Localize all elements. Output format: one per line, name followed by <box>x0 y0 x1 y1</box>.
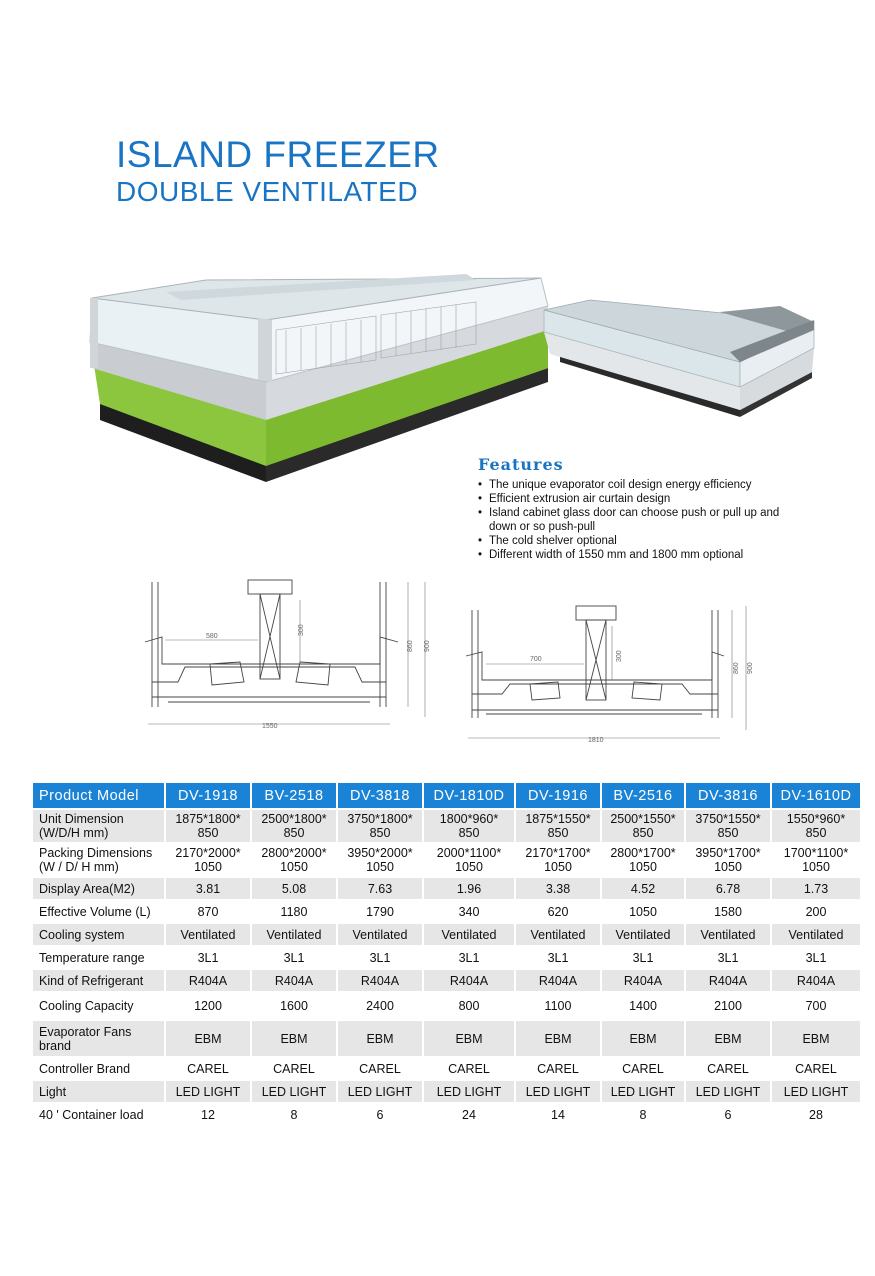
table-cell: CAREL <box>602 1056 686 1079</box>
table-cell: 870 <box>166 899 252 922</box>
features-section <box>476 455 796 562</box>
table-cell: LED LIGHT <box>686 1079 772 1102</box>
table-cell: 8 <box>602 1102 686 1125</box>
table-row <box>33 1019 862 1056</box>
row-label: Controller Brand <box>33 1056 166 1079</box>
table-row <box>33 1079 862 1102</box>
grey-freezer-image <box>540 292 820 422</box>
table-cell: 1180 <box>252 899 338 922</box>
table-row <box>33 1056 862 1079</box>
table-cell: 14 <box>516 1102 602 1125</box>
table-cell: 2800*2000* 1050 <box>252 842 338 876</box>
table-cell: Ventilated <box>252 922 338 945</box>
table-cell: 3950*1700* 1050 <box>686 842 772 876</box>
table-cell: 5.08 <box>252 876 338 899</box>
table-cell: LED LIGHT <box>516 1079 602 1102</box>
table-cell: 4.52 <box>602 876 686 899</box>
table-cell: 1050 <box>602 899 686 922</box>
row-label: Kind of Refrigerant <box>33 968 166 991</box>
table-cell: 3L1 <box>772 945 862 968</box>
table-cell: 8 <box>252 1102 338 1125</box>
table-cell: EBM <box>772 1019 862 1056</box>
table-cell: Ventilated <box>686 922 772 945</box>
table-cell: 12 <box>166 1102 252 1125</box>
table-cell: 1100 <box>516 991 602 1019</box>
row-label: Effective Volume (L) <box>33 899 166 922</box>
column-header: Product Model <box>33 783 166 808</box>
table-cell: LED LIGHT <box>338 1079 424 1102</box>
dim-300: 300 <box>298 624 305 636</box>
column-header: DV-3816 <box>686 783 772 808</box>
table-cell: 2170*2000* 1050 <box>166 842 252 876</box>
column-header: DV-1916 <box>516 783 602 808</box>
table-cell: CAREL <box>424 1056 516 1079</box>
table-cell: 2170*1700* 1050 <box>516 842 602 876</box>
table-cell: R404A <box>772 968 862 991</box>
row-label: Cooling system <box>33 922 166 945</box>
table-cell: EBM <box>424 1019 516 1056</box>
row-label: Cooling Capacity <box>33 991 166 1019</box>
table-cell: R404A <box>602 968 686 991</box>
table-cell: 1700*1100* 1050 <box>772 842 862 876</box>
table-cell: CAREL <box>516 1056 602 1079</box>
table-cell: EBM <box>516 1019 602 1056</box>
column-header: DV-1918 <box>166 783 252 808</box>
table-cell: CAREL <box>338 1056 424 1079</box>
table-cell: EBM <box>602 1019 686 1056</box>
table-cell: 3.38 <box>516 876 602 899</box>
table-cell: Ventilated <box>602 922 686 945</box>
table-cell: EBM <box>166 1019 252 1056</box>
table-cell: 3950*2000* 1050 <box>338 842 424 876</box>
table-cell: LED LIGHT <box>772 1079 862 1102</box>
row-label: Evaporator Fans brand <box>33 1019 166 1056</box>
table-cell: LED LIGHT <box>166 1079 252 1102</box>
table-cell: 1200 <box>166 991 252 1019</box>
feature-item: • Efficient extrusion air curtain design <box>476 492 796 506</box>
table-cell: EBM <box>338 1019 424 1056</box>
table-cell: 200 <box>772 899 862 922</box>
table-cell: LED LIGHT <box>252 1079 338 1102</box>
table-cell: 340 <box>424 899 516 922</box>
table-cell: 28 <box>772 1102 862 1125</box>
table-cell: 24 <box>424 1102 516 1125</box>
table-cell: 700 <box>772 991 862 1019</box>
table-cell: 6 <box>686 1102 772 1125</box>
table-cell: 2800*1700* 1050 <box>602 842 686 876</box>
table-cell: Ventilated <box>516 922 602 945</box>
column-header: DV-3818 <box>338 783 424 808</box>
dim-860: 860 <box>733 662 740 674</box>
table-cell: 1.73 <box>772 876 862 899</box>
table-cell: 2400 <box>338 991 424 1019</box>
features-heading: Features <box>478 455 564 474</box>
dim-900: 900 <box>747 662 754 674</box>
table-cell: 2500*1550* 850 <box>602 808 686 842</box>
table-cell: 2500*1800* 850 <box>252 808 338 842</box>
table-cell: Ventilated <box>424 922 516 945</box>
table-cell: EBM <box>252 1019 338 1056</box>
table-cell: Ventilated <box>166 922 252 945</box>
table-cell: 1600 <box>252 991 338 1019</box>
table-cell: 3L1 <box>166 945 252 968</box>
table-cell: 3750*1550* 850 <box>686 808 772 842</box>
row-label: Unit Dimension (W/D/H mm) <box>33 808 166 842</box>
table-cell: 1580 <box>686 899 772 922</box>
table-body <box>33 808 862 1125</box>
dim-300: 300 <box>616 650 623 662</box>
table-cell: 3L1 <box>424 945 516 968</box>
table-cell: 1400 <box>602 991 686 1019</box>
spec-table <box>33 783 862 1125</box>
column-header: BV-2518 <box>252 783 338 808</box>
table-row <box>33 1102 862 1125</box>
table-row <box>33 968 862 991</box>
table-cell: 3L1 <box>686 945 772 968</box>
table-cell: 6.78 <box>686 876 772 899</box>
row-label: Display Area(M2) <box>33 876 166 899</box>
table-cell: 1.96 <box>424 876 516 899</box>
row-label: Light <box>33 1079 166 1102</box>
dim-900: 900 <box>424 640 431 652</box>
row-label: 40 ' Container load <box>33 1102 166 1125</box>
table-cell: EBM <box>686 1019 772 1056</box>
table-cell: 3.81 <box>166 876 252 899</box>
table-cell: 1875*1800* 850 <box>166 808 252 842</box>
table-cell: CAREL <box>252 1056 338 1079</box>
right-cross-section-drawing <box>462 598 762 746</box>
table-row <box>33 945 862 968</box>
features-list <box>476 478 796 562</box>
green-freezer-image <box>86 270 556 485</box>
table-header-row <box>33 783 862 808</box>
feature-item: • Different width of 1550 mm and 1800 mm optional <box>476 548 796 562</box>
table-cell: 620 <box>516 899 602 922</box>
table-cell: R404A <box>166 968 252 991</box>
table-cell: CAREL <box>686 1056 772 1079</box>
table-row <box>33 899 862 922</box>
table-cell: 2000*1100* 1050 <box>424 842 516 876</box>
table-cell: R404A <box>252 968 338 991</box>
table-cell: 800 <box>424 991 516 1019</box>
table-cell: 3L1 <box>338 945 424 968</box>
table-cell: CAREL <box>166 1056 252 1079</box>
table-cell: 2100 <box>686 991 772 1019</box>
table-row <box>33 991 862 1019</box>
column-header: DV-1610D <box>772 783 862 808</box>
page-subtitle: DOUBLE VENTILATED <box>116 176 419 207</box>
table-cell: Ventilated <box>338 922 424 945</box>
feature-item: • Island cabinet glass door can choose push or pull up and down or so push-pull <box>476 506 796 534</box>
column-header: BV-2516 <box>602 783 686 808</box>
dim-1550: 1550 <box>262 723 278 730</box>
feature-item: • The cold shelver optional <box>476 534 796 548</box>
table-cell: LED LIGHT <box>424 1079 516 1102</box>
table-cell: 3750*1800* 850 <box>338 808 424 842</box>
row-label: Temperature range <box>33 945 166 968</box>
dim-700: 700 <box>530 656 542 663</box>
table-cell: 3L1 <box>252 945 338 968</box>
column-header: DV-1810D <box>424 783 516 808</box>
dim-580: 580 <box>206 633 218 640</box>
table-row <box>33 808 862 842</box>
table-cell: 3L1 <box>516 945 602 968</box>
table-cell: 1550*960* 850 <box>772 808 862 842</box>
table-cell: R404A <box>686 968 772 991</box>
table-cell: 3L1 <box>602 945 686 968</box>
table-row <box>33 922 862 945</box>
table-row <box>33 876 862 899</box>
table-cell: CAREL <box>772 1056 862 1079</box>
table-cell: LED LIGHT <box>602 1079 686 1102</box>
table-cell: Ventilated <box>772 922 862 945</box>
page-title: ISLAND FREEZER <box>116 134 440 175</box>
row-label: Packing Dimensions (W / D/ H mm) <box>33 842 166 876</box>
table-cell: R404A <box>516 968 602 991</box>
table-cell: 6 <box>338 1102 424 1125</box>
table-cell: R404A <box>338 968 424 991</box>
table-cell: 1875*1550* 850 <box>516 808 602 842</box>
table-cell: 7.63 <box>338 876 424 899</box>
dim-860: 860 <box>407 640 414 652</box>
left-cross-section-drawing <box>140 572 440 737</box>
table-cell: 1790 <box>338 899 424 922</box>
table-cell: R404A <box>424 968 516 991</box>
feature-item: • The unique evaporator coil design energy efficiency <box>476 478 796 492</box>
table-cell: 1800*960* 850 <box>424 808 516 842</box>
table-row <box>33 842 862 876</box>
dim-1810: 1810 <box>588 737 604 744</box>
